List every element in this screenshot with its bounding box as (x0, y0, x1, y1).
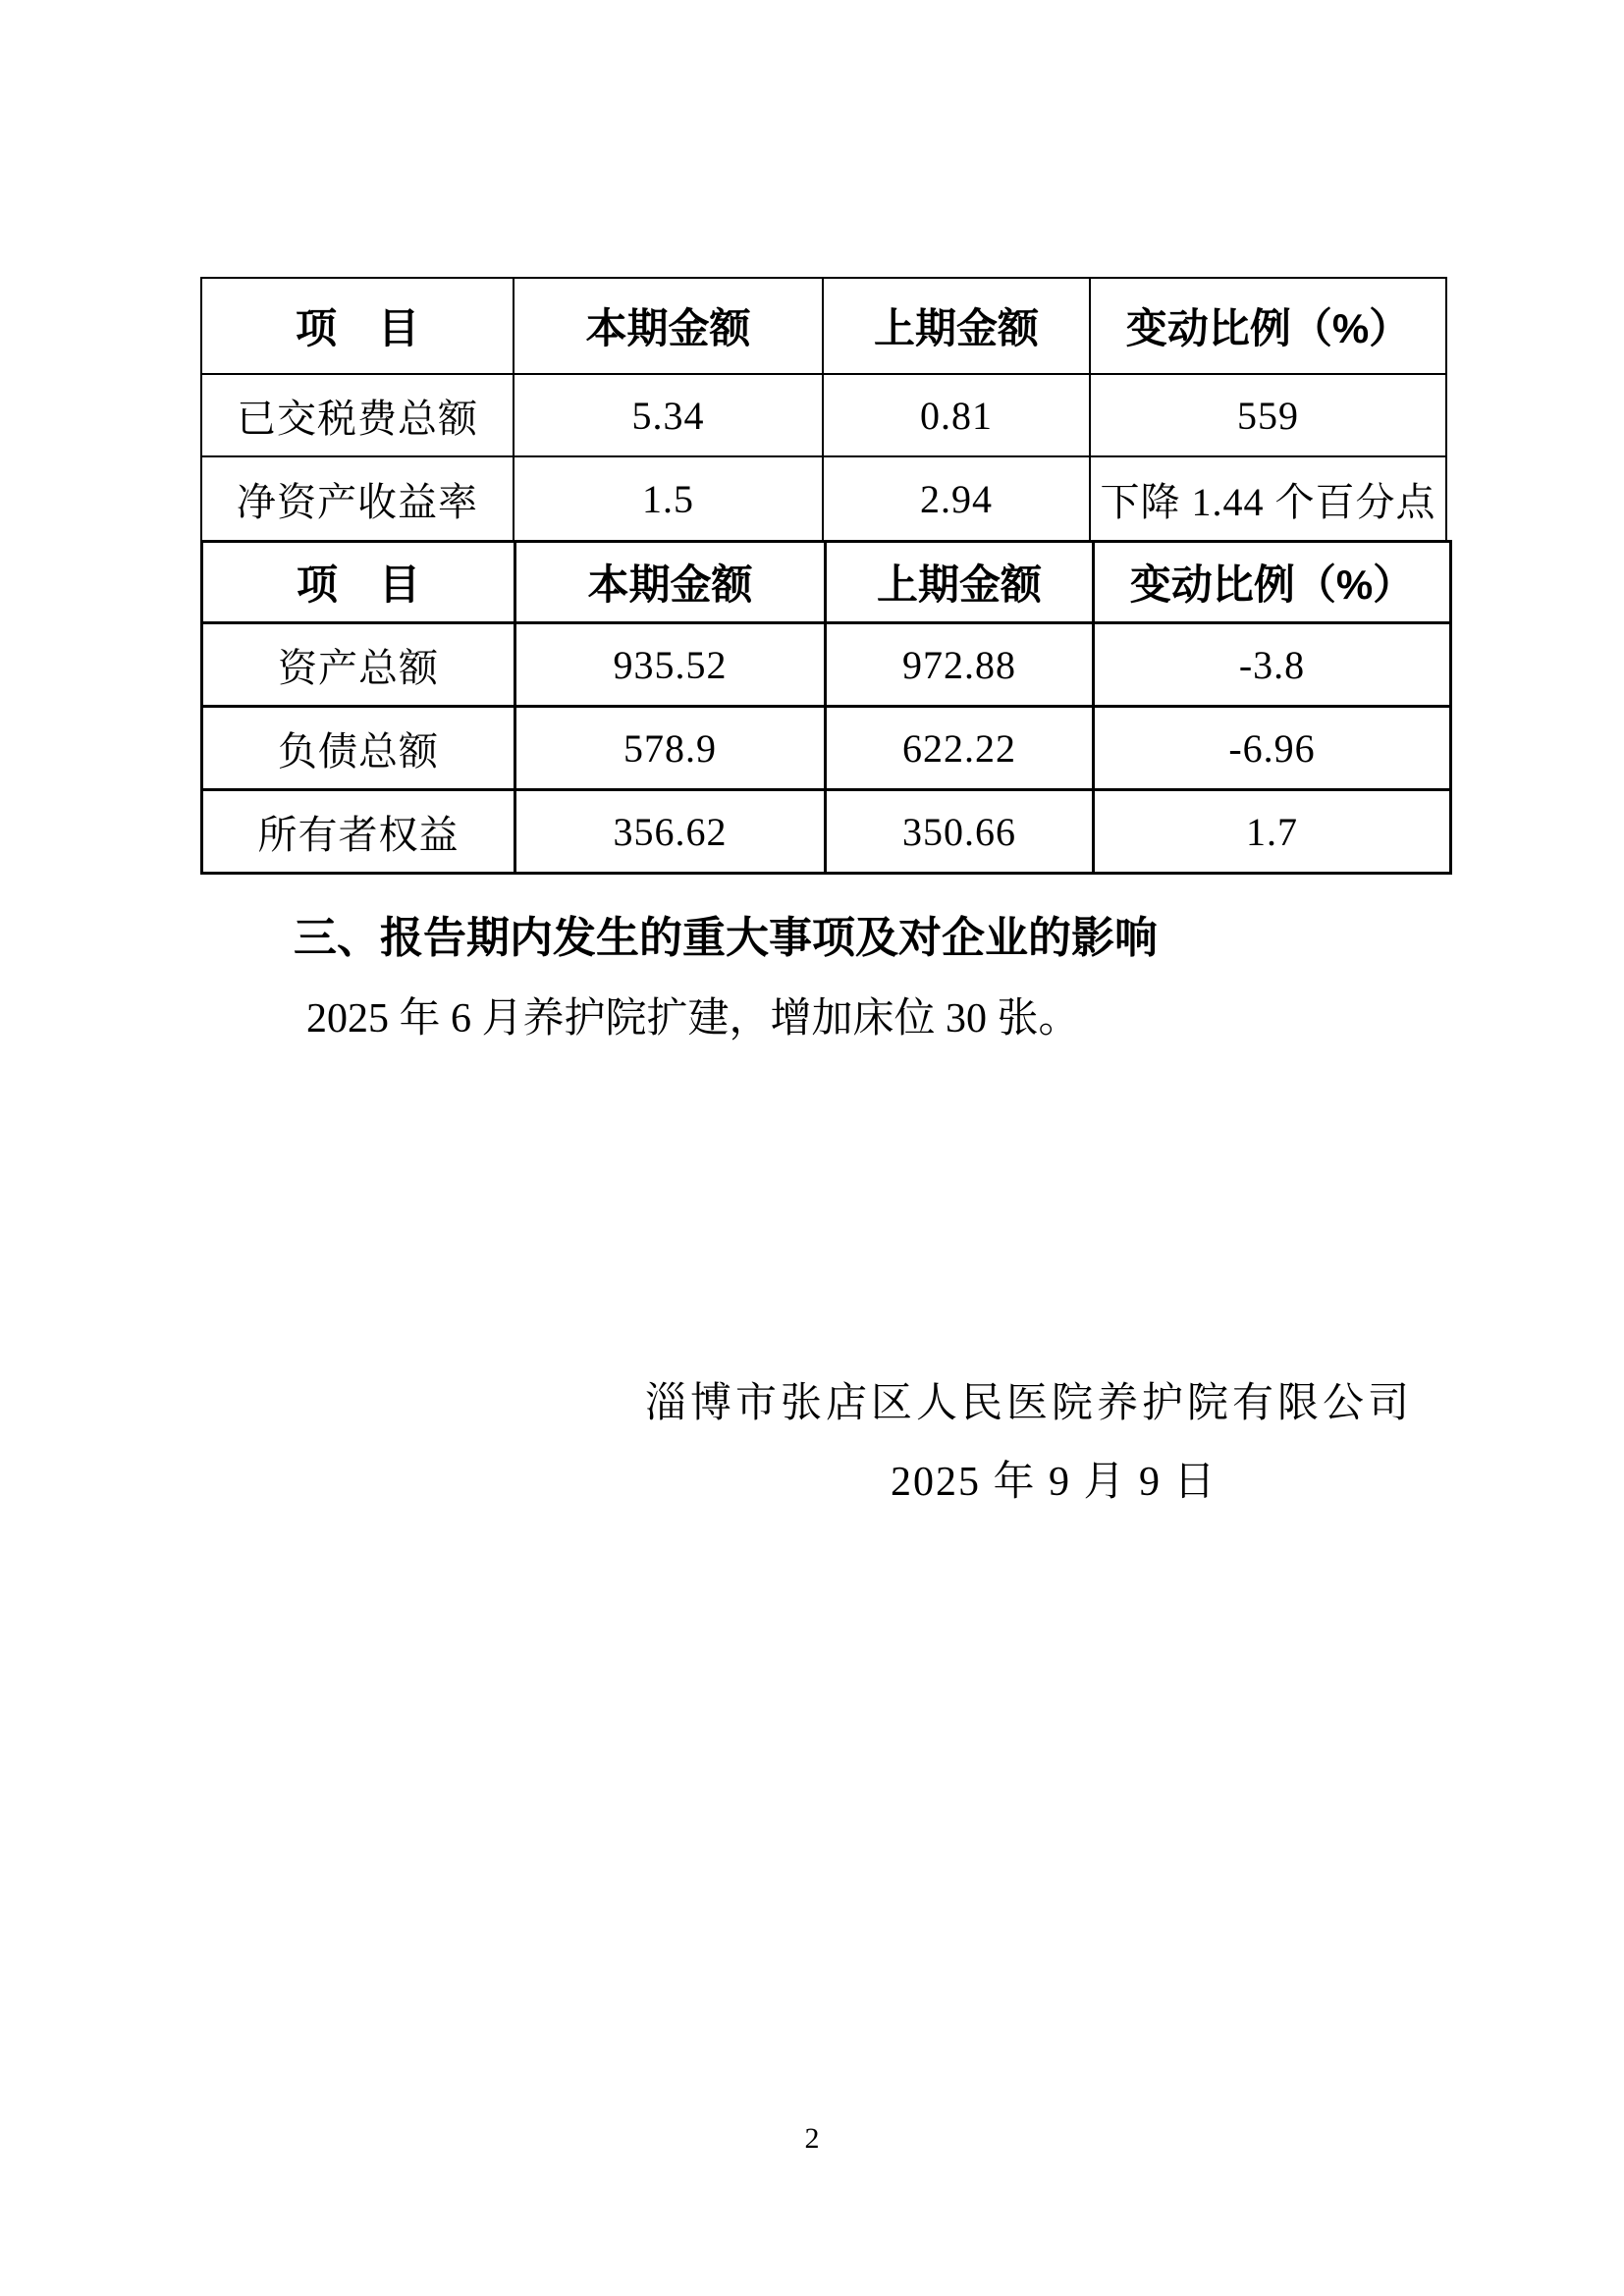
header-cell-previous: 上期金额 (826, 542, 1094, 623)
cell-current: 356.62 (515, 790, 826, 874)
table-row (201, 456, 1446, 541)
header-cell-change: 变动比例（%） (1090, 278, 1446, 374)
cell-change: -6.96 (1094, 707, 1451, 790)
cell-item-label: 负债总额 (202, 707, 515, 790)
cell-item-label: 已交税费总额 (201, 374, 514, 456)
balance-table (200, 540, 1452, 875)
table-row (202, 623, 1451, 707)
header-cell-current: 本期金额 (515, 542, 826, 623)
signature-company-name: 淄博市张店区人民医院养护院有限公司 (645, 1381, 1414, 1426)
header-cell-item: 项 目 (202, 542, 515, 623)
cell-change: -3.8 (1094, 623, 1451, 707)
cell-change: 下降 1.44 个百分点 (1090, 456, 1446, 541)
cell-item-label: 资产总额 (202, 623, 515, 707)
cell-current: 5.34 (514, 374, 823, 456)
cell-previous: 972.88 (826, 623, 1094, 707)
header-cell-item: 项 目 (201, 278, 514, 374)
cell-change: 559 (1090, 374, 1446, 456)
header-cell-change: 变动比例（%） (1094, 542, 1451, 623)
table-header-row (202, 542, 1451, 623)
indicators-table (200, 277, 1447, 542)
cell-change: 1.7 (1094, 790, 1451, 874)
page-number: 2 (804, 2122, 820, 2155)
cell-previous: 622.22 (826, 707, 1094, 790)
cell-item-label: 净资产收益率 (201, 456, 514, 541)
signature-date: 2025 年 9 月 9 日 (891, 1460, 1218, 1505)
cell-current: 935.52 (515, 623, 826, 707)
cell-current: 1.5 (514, 456, 823, 541)
section-body-text: 2025 年 6 月养护院扩建，增加床位 30 张。 (306, 996, 1080, 1041)
header-cell-current: 本期金额 (514, 278, 823, 374)
cell-item-label: 所有者权益 (202, 790, 515, 874)
cell-previous: 2.94 (823, 456, 1090, 541)
cell-previous: 350.66 (826, 790, 1094, 874)
table-row (202, 790, 1451, 874)
cell-previous: 0.81 (823, 374, 1090, 456)
table-row (201, 374, 1446, 456)
table-row (202, 707, 1451, 790)
header-cell-previous: 上期金额 (823, 278, 1090, 374)
table-header-row (201, 278, 1446, 374)
section-heading: 三、报告期内发生的重大事项及对企业的影响 (294, 914, 1158, 962)
cell-current: 578.9 (515, 707, 826, 790)
